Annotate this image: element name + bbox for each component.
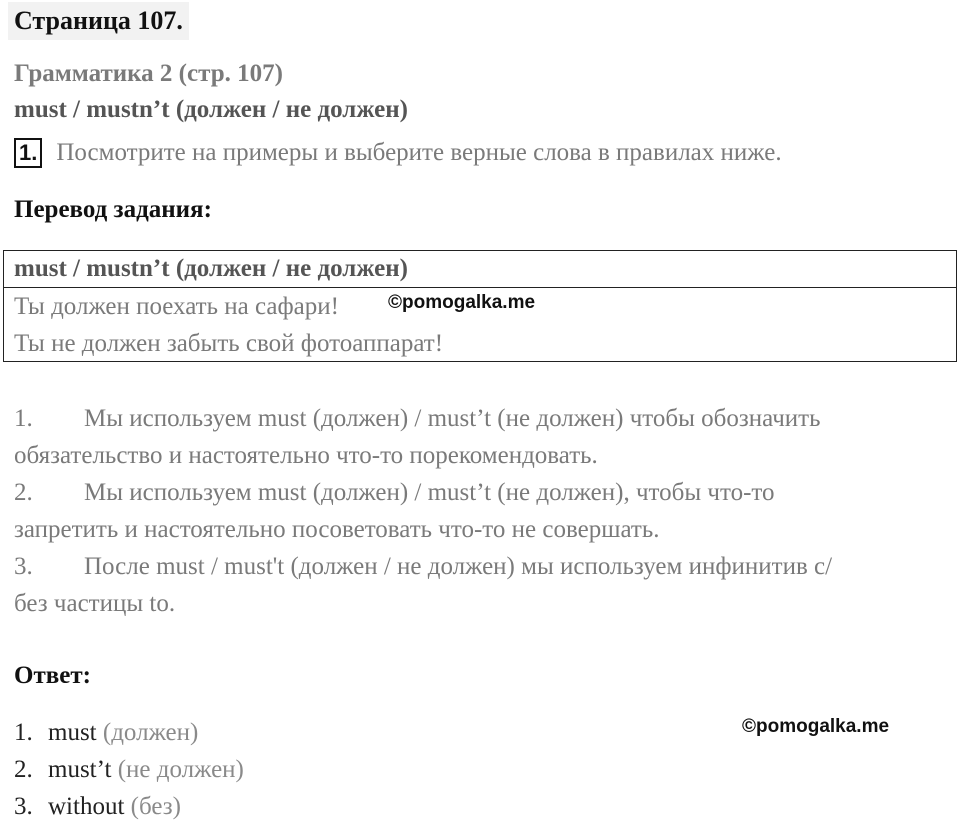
watermark: ©pomogalka.me — [742, 716, 890, 737]
watermark: ©pomogalka.me — [388, 292, 536, 313]
answer-word: must’t — [48, 756, 112, 783]
rule-text: Мы используем must (должен) / must’t (не должен), чтобы что-то — [84, 479, 775, 506]
answers-list — [14, 714, 244, 825]
grammar-title: Грамматика 2 (стр. 107) — [14, 60, 283, 87]
rule-text-continuation: запретить и настоятельно посоветовать что-то не совершать. — [14, 516, 660, 543]
example-box — [3, 250, 957, 362]
rule-number: 3. — [14, 553, 33, 580]
rule-text-continuation: обязательство и настоятельно что-то порекомендовать. — [14, 442, 598, 469]
rule-text: После must / must't (должен / не должен) мы используем инфинитив с/ — [84, 553, 833, 580]
example-line-text: Ты не должен забыть свой фотоаппарат! — [14, 330, 444, 357]
answer-item — [14, 751, 244, 788]
rule-number: 2. — [14, 479, 33, 506]
rule-item — [14, 548, 944, 622]
rule-text: Мы используем must (должен) / must’t (не должен) чтобы обозначить — [84, 405, 821, 432]
grammar-subtitle: must / mustn’t (должен / не должен) — [14, 96, 408, 123]
rule-item — [14, 474, 944, 548]
answer-item — [14, 788, 244, 825]
rule-item — [14, 400, 944, 474]
example-box-title: must / mustn’t (должен / не должен) — [4, 251, 956, 288]
rule-text-continuation: без частицы to. — [14, 590, 176, 617]
answer-number: 1. — [14, 719, 33, 746]
example-line — [4, 288, 956, 325]
answer-number: 2. — [14, 756, 33, 783]
answer-heading: Ответ: — [14, 662, 91, 689]
answer-gloss: (не должен) — [117, 756, 244, 783]
answer-word: without — [48, 793, 125, 820]
page-heading: Страница 107. — [8, 2, 189, 40]
task-number-badge: 1. — [14, 138, 42, 168]
task-line — [14, 138, 782, 168]
rule-number: 1. — [14, 405, 33, 432]
task-instruction: Посмотрите на примеры и выберите верные слова в правилах ниже. — [56, 139, 782, 166]
example-line-text: Ты должен поехать на сафари! — [14, 293, 339, 320]
example-line — [4, 325, 956, 362]
answer-item — [14, 714, 244, 751]
answer-number: 3. — [14, 793, 33, 820]
answer-word: must — [48, 719, 97, 746]
answer-gloss: (должен) — [102, 719, 199, 746]
answer-gloss: (без) — [130, 793, 181, 820]
translation-heading: Перевод задания: — [14, 196, 212, 223]
rules-list — [14, 400, 944, 622]
